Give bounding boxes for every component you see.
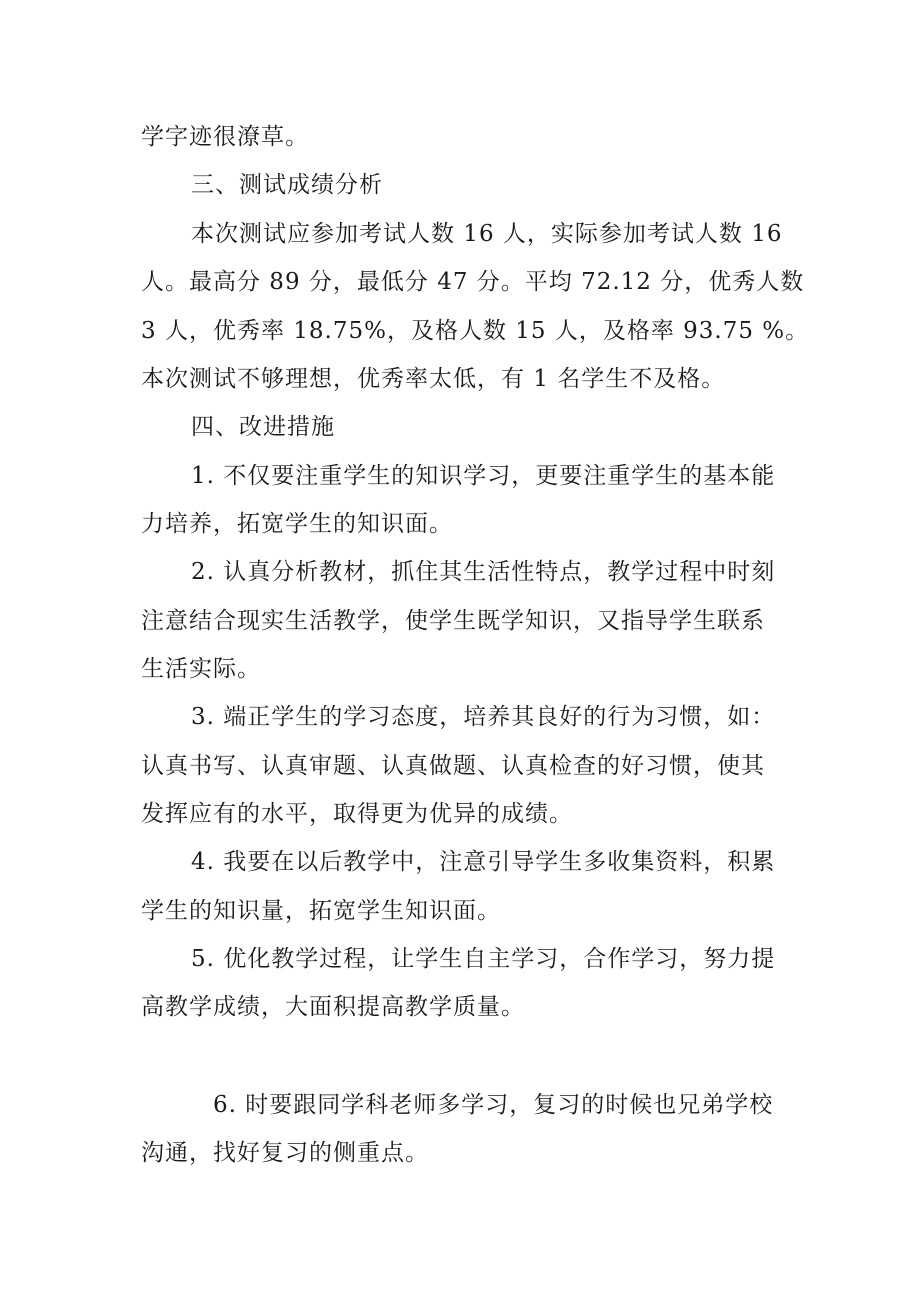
text-line: 学生的知识量，拓宽学生知识面。 [141,898,501,924]
text-line: 沟通，找好复习的侧重点。 [141,1140,429,1166]
text-line: 6. 时要跟同学科老师多学习，复习的时候也兄弟学校 [213,1092,774,1118]
text-line: 人。最高分 89 分，最低分 47 分。平均 72.12 分，优秀人数 [141,269,805,295]
text-line: 5. 优化教学过程，让学生自主学习，合作学习，努力提 [191,946,776,972]
text-line: 4. 我要在以后教学中，注意引导学生多收集资料，积累 [191,849,776,875]
text-line: 1. 不仅要注重学生的知识学习，更要注重学生的基本能 [191,463,776,489]
text-line: 本次测试应参加考试人数 16 人，实际参加考试人数 16 [191,221,783,247]
text-line: 学字迹很潦草。 [141,124,309,150]
text-line: 力培养，拓宽学生的知识面。 [141,511,453,537]
section-heading: 四、改进措施 [191,414,335,440]
text-line: 注意结合现实生活教学，使学生既学知识，又指导学生联系 [141,608,765,634]
text-line: 生活实际。 [141,656,261,682]
text-line: 认真书写、认真审题、认真做题、认真检查的好习惯，使其 [141,753,765,779]
text-line: 发挥应有的水平，取得更为优异的成绩。 [141,801,573,827]
section-heading: 三、测试成绩分析 [191,172,383,198]
text-line: 本次测试不够理想，优秀率太低，有 1 名学生不及格。 [141,366,726,392]
text-line: 2. 认真分析教材，抓住其生活性特点，教学过程中时刻 [191,559,776,585]
text-line: 3 人，优秀率 18.75%，及格人数 15 人，及格率 93.75 %。 [141,318,810,344]
text-line: 高教学成绩，大面积提高教学质量。 [141,994,525,1020]
text-line: 3. 端正学生的学习态度，培养其良好的行为习惯，如： [191,704,776,730]
